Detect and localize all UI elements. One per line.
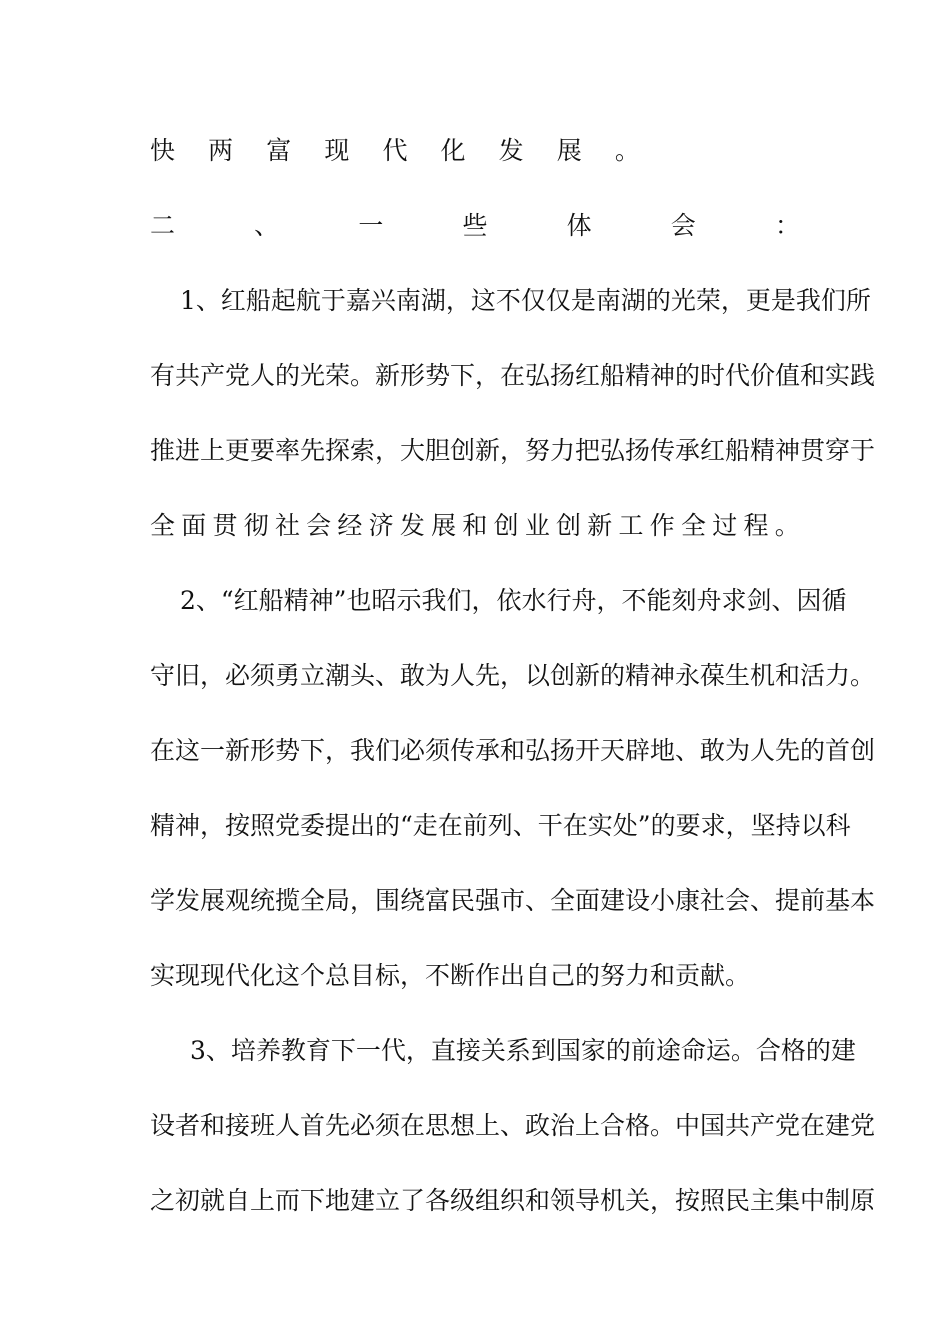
text-line-9: 在这一新形势下，我们必须传承和弘扬开天辟地、敢为人先的首创 xyxy=(150,736,876,765)
text-char: 创 xyxy=(493,511,519,540)
text-char: 。 xyxy=(614,136,640,165)
text-char: 程 xyxy=(743,511,769,540)
text-char: 彻 xyxy=(243,511,269,540)
text-char: 。 xyxy=(774,511,800,540)
text-char: 会 xyxy=(670,211,696,240)
text-char: 业 xyxy=(524,511,550,540)
text-char: 两 xyxy=(208,136,234,165)
text-line-11: 学发展观统揽全局，围绕富民强市、全面建设小康社会、提前基本 xyxy=(150,886,876,915)
text-line-7: 2、“红船精神”也昭示我们，依水行舟，不能刻舟求剑、因循 xyxy=(180,586,847,615)
text-line-5: 推进上更要率先探索，大胆创新，努力把弘扬传承红船精神贯穿于 xyxy=(150,436,876,465)
text-char: 现 xyxy=(324,136,350,165)
text-line-10: 精神，按照党委提出的“走在前列、干在实处”的要求，坚持以科 xyxy=(150,811,851,840)
text-char: 发 xyxy=(399,511,425,540)
text-char: 过 xyxy=(712,511,738,540)
text-char: 体 xyxy=(566,211,592,240)
text-char: 创 xyxy=(556,511,582,540)
text-line-3: 1、红船起航于嘉兴南湖，这不仅仅是南湖的光荣，更是我们所 xyxy=(180,286,871,315)
text-char: 会 xyxy=(306,511,332,540)
text-char: 化 xyxy=(440,136,466,165)
text-char: 经 xyxy=(337,511,363,540)
text-char: 展 xyxy=(431,511,457,540)
text-char: 代 xyxy=(382,136,408,165)
text-char: 新 xyxy=(587,511,613,540)
text-line-6 xyxy=(150,509,800,543)
text-char: 全 xyxy=(680,511,706,540)
text-char: 一 xyxy=(358,211,384,240)
text-char: 济 xyxy=(368,511,394,540)
text-line-12: 实现现代化这个总目标，不断作出自己的努力和贡献。 xyxy=(150,961,751,990)
text-line-8: 守旧，必须勇立潮头、敢为人先，以创新的精神永葆生机和活力。 xyxy=(150,661,876,690)
section-heading xyxy=(150,209,800,243)
text-char: 贯 xyxy=(212,511,238,540)
text-line-14: 设者和接班人首先必须在思想上、政治上合格。中国共产党在建党 xyxy=(150,1111,876,1140)
text-line-15: 之初就自上而下地建立了各级组织和领导机关，按照民主集中制原 xyxy=(150,1186,876,1215)
text-char: ： xyxy=(774,211,800,240)
text-char: 快 xyxy=(150,136,176,165)
text-char: 工 xyxy=(618,511,644,540)
text-char: 和 xyxy=(462,511,488,540)
text-char: 展 xyxy=(556,136,582,165)
text-char: 社 xyxy=(274,511,300,540)
text-char: 作 xyxy=(649,511,675,540)
text-line-13: 3、培养教育下一代，直接关系到国家的前途命运。合格的建 xyxy=(190,1036,856,1065)
text-line-4: 有共产党人的光荣。新形势下，在弘扬红船精神的时代价值和实践 xyxy=(150,361,876,390)
text-char: 二 xyxy=(150,211,176,240)
text-char: 全 xyxy=(150,511,176,540)
text-line-1 xyxy=(150,134,640,168)
text-char: 发 xyxy=(498,136,524,165)
text-char: 面 xyxy=(181,511,207,540)
text-char: 些 xyxy=(462,211,488,240)
text-char: 富 xyxy=(266,136,292,165)
text-char: 、 xyxy=(254,211,280,240)
